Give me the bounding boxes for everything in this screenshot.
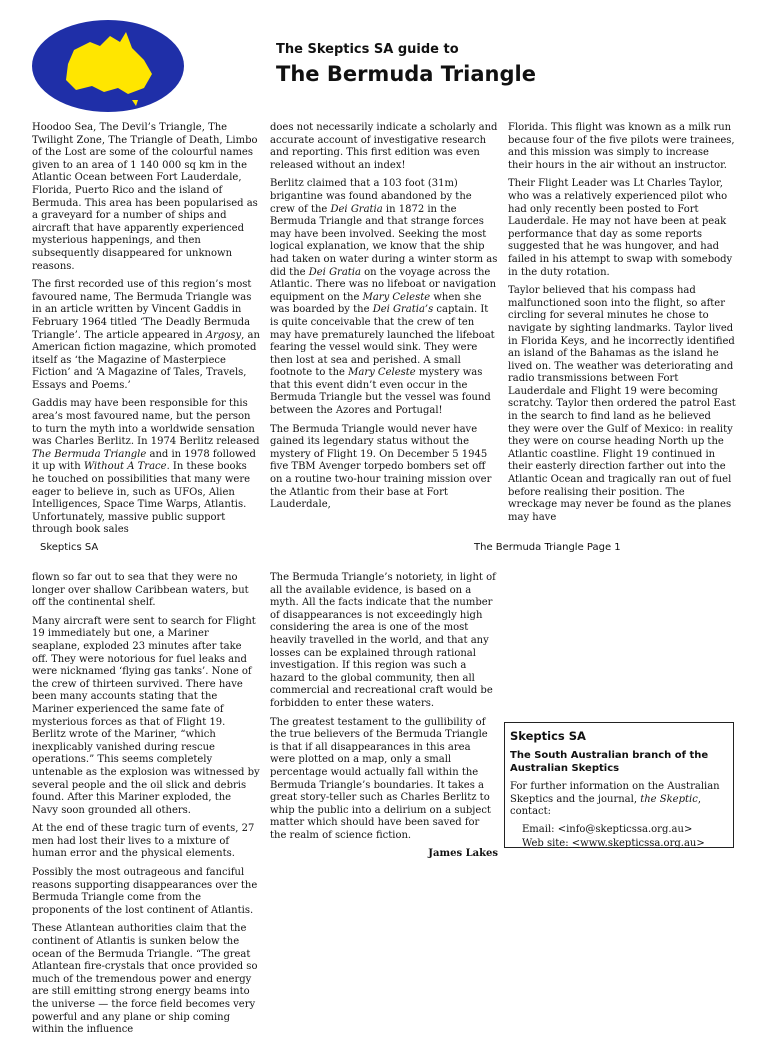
paragraph: Their Flight Leader was Lt Charles Taylor, who was a relatively experienced pilot who had only recently been posted to Fort Lauderdale. He may not have been at peak performance that day as some reports suggested that he was hungover, and had failed in his attempt to swap with somebody in the duty rotation. (508, 178, 733, 278)
paragraph: Hoodoo Sea, The Devil’s Triangle, The Twilight Zone, The Triangle of Death, Limbo of the Lost are some of the colourful names given to an area of 1 140 000 sq km in the Atlantic Ocean between Fort Lauderdale, Florida, Puerto Rico and the island of Bermuda. This area has been popularised as a graveyard for a number of ships and aircraft that have apparently experienced mysterious happenings, and then subsequently disappeared for unknown reasons. (32, 122, 258, 272)
contact-email[interactable]: Email: <info@skepticssa.org.au> (522, 823, 693, 835)
paragraph: At the end of these tragic turn of events, 27 men had lost their lives to a mixture of human error and the physical elements. (32, 823, 255, 860)
page-title: The Bermuda Triangle (276, 62, 536, 86)
paragraph: flown so far out to sea that they were no longer over shallow Caribbean waters, but off the continental shelf. (32, 572, 249, 609)
contact-box-text: For further information on the Australian Skeptics and the journal, the Skeptic, contact: (510, 781, 720, 818)
paragraph: The greatest testament to the gullibility of the true believers of the Bermuda Triangle is that if all disappearances in this area were plotted on a map, only a small percentage would actually fall within the Bermuda Triangle’s boundaries. It takes a great story-teller such as Charles Berlitz to whip the public into a delirium on a subject matter which should have been saved for the realm of science fiction. (270, 716, 491, 841)
page2-column-2 (270, 572, 498, 861)
contact-website[interactable]: Web site: <www.skepticssa.org.au> (522, 837, 705, 849)
contact-box (504, 722, 734, 848)
contact-box-subtitle: The South Australian branch of the Australian Skeptics (510, 750, 709, 774)
paragraph: Berlitz claimed that a 103 foot (31m) brigantine was found abandoned by the crew of the Dei Gratia in 1872 in the Bermuda Triangle and that strange forces may have been involved. Seeking the most logical explanation, we know that the ship had taken on water during a winter storm as did the Dei Gratia on the voyage across the Atlantic. There was no lifeboat or navigation equipment on the Mary Celeste when she was boarded by the Dei Gratia’s captain. It is quite conceivable that the crew of ten may have prematurely launched the lifeboat fearing the vessel would sink. They were then lost at sea and perished. A small footnote to the Mary Celeste mystery was that this event didn’t even occur in the Bermuda Triangle but the vessel was found between the Azores and Portugal! (270, 178, 498, 417)
author-signature: James Lakes (428, 848, 498, 860)
contact-box-title: Skeptics SA (510, 729, 586, 743)
page1-column-2 (270, 122, 498, 518)
paragraph: does not necessarily indicate a scholarly and accurate account of investigative research and reporting. This first edition was even released without an index! (270, 122, 498, 171)
page2-column-1 (32, 572, 260, 1043)
guide-subtitle: The Skeptics SA guide to (276, 42, 459, 57)
paragraph: These Atlantean authorities claim that the continent of Atlantis is sunken below the ocean of the Bermuda Triangle. “The great Atlantean fire-crystals that once provided so much of the tremendous power and energy are still emitting strong energy beams into the universe — the force field becomes very powerful and any plane or ship coming within the influence (32, 923, 258, 1036)
paragraph: The first recorded use of this region’s most favoured name, The Bermuda Triangle was in an article written by Vincent Gaddis in February 1964 titled ‘The Deadly Bermuda Triangle’. The article appeared in Argosy, an American fiction magazine, which promoted itself as ‘the Magazine of Masterpiece Fiction’ and ‘A Magazine of Tales, Travels, Essays and Poems.’ (32, 279, 260, 391)
paragraph: Many aircraft were sent to search for Flight 19 immediately but one, a Mariner seaplane, exploded 23 minutes after take off. They were notorious for fuel leaks and were nicknamed ‘flying gas tanks’. None of the crew of thirteen survived. There have been many accounts stating that the Mariner experienced the same fate of mysterious forces as that of Flight 19. Berlitz wrote of the Mariner, “which inexplicably vanished during rescue operations.” This seems completely untenable as the explosion was witnessed by several people and the oil slick and debris found. After this Mariner exploded, the Navy soon grounded all others. (32, 615, 260, 816)
paragraph: Florida. This flight was known as a milk run because four of the five pilots were trainees, and this mission was simply to increase their hours in the air without an instructor. (508, 122, 735, 171)
page-2 (0, 568, 768, 1036)
page1-column-3 (508, 122, 736, 530)
paragraph: Gaddis may have been responsible for this area’s most favoured name, but the person to turn the myth into a worldwide sensation was Charles Berlitz. In 1974 Berlitz released The Bermuda Triangle and in 1978 followed it up with Without A Trace. In these books he touched on possibilities that many were eager to believe in, such as UFOs, Alien Intelligences, Space Time Warps, Atlantis. Unfortunately, massive public support through book sales (32, 398, 260, 536)
footer-page-number: The Bermuda Triangle Page 1 (474, 542, 621, 553)
paragraph: Taylor believed that his compass had malfunctioned soon into the flight, so after circling for several minutes he chose to navigate by sighting landmarks. Taylor lived in Florida Keys, and he incorrectly identified an island of the Bahamas as the island he lived on. The weather was deteriorating and radio transmissions between Fort Lauderdale and Flight 19 were becoming scratchy. Taylor then ordered the patrol East in the search to find land as he believed they were over the Gulf of Mexico: in reality they were on course heading North up the Atlantic coastline. Flight 19 continued in their easterly direction farther out into the Atlantic Ocean and tragically ran out of fuel before realising their position. The wreckage may never be found as the planes may have (508, 285, 736, 523)
paragraph: Possibly the most outrageous and fanciful reasons supporting disappearances over the Bermuda Triangle come from the proponents of the lost continent of Atlantis. (32, 867, 258, 916)
paragraph: The Bermuda Triangle would never have gained its legendary status without the mystery of Flight 19. On December 5 1945 five TBM Avenger torpedo bombers set off on a routine two-hour training mission over the Atlantic from their base at Fort Lauderdale, (270, 423, 492, 511)
footer-publisher: Skeptics SA (40, 542, 99, 553)
paragraph: The Bermuda Triangle’s notoriety, in light of all the available evidence, is based on a myth. All the facts indicate that the number of disappearances is not exceedingly high considering the area is one of the most heavily travelled in the world, and that any losses can be explained through rational investigation. If this region was such a hazard to the global community, then all commercial and recreational craft would be forbidden to enter these waters. (270, 572, 496, 709)
page1-column-1 (32, 122, 260, 543)
